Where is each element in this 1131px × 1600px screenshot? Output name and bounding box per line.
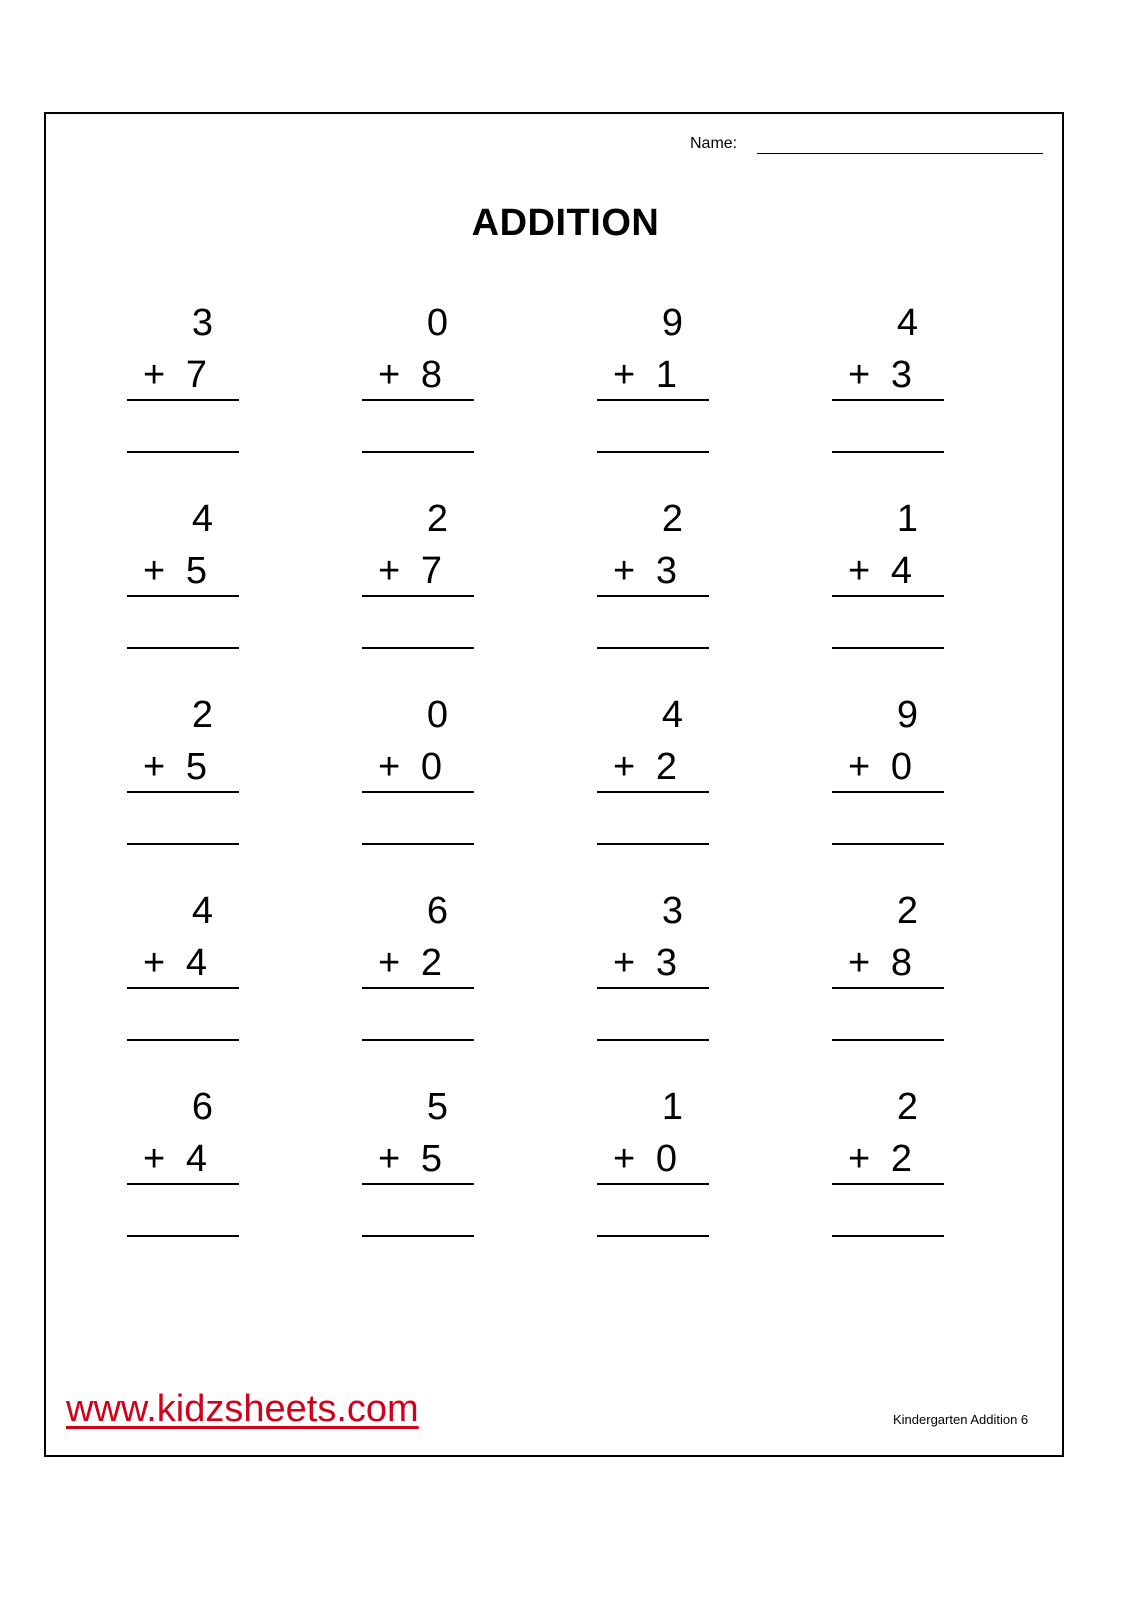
addition-problem xyxy=(597,1084,709,1244)
plus-sign: + xyxy=(613,1138,636,1180)
second-addend: 8 xyxy=(420,354,442,396)
addition-problem xyxy=(832,1084,944,1244)
first-addend: 3 xyxy=(191,302,213,344)
sum-rule xyxy=(597,791,709,793)
answer-line[interactable] xyxy=(597,1039,709,1041)
sum-rule xyxy=(362,595,474,597)
addition-problem xyxy=(597,496,709,656)
sum-rule xyxy=(362,791,474,793)
first-addend: 6 xyxy=(426,890,448,932)
page-title: ADDITION xyxy=(471,202,660,244)
first-addend: 0 xyxy=(426,694,448,736)
first-addend: 2 xyxy=(191,694,213,736)
second-addend: 8 xyxy=(890,942,912,984)
addition-problem xyxy=(362,888,474,1048)
answer-line[interactable] xyxy=(362,647,474,649)
second-addend: 0 xyxy=(655,1138,677,1180)
website-link[interactable]: www.kidzsheets.com xyxy=(66,1388,419,1430)
sum-rule xyxy=(597,595,709,597)
plus-sign: + xyxy=(378,550,401,592)
addition-problem xyxy=(127,888,239,1048)
plus-sign: + xyxy=(378,1138,401,1180)
plus-sign: + xyxy=(613,942,636,984)
sum-rule xyxy=(362,1183,474,1185)
sheet-label: Kindergarten Addition 6 xyxy=(893,1412,1029,1427)
second-addend: 2 xyxy=(420,942,442,984)
first-addend: 1 xyxy=(896,498,918,540)
plus-sign: + xyxy=(378,354,401,396)
first-addend: 2 xyxy=(661,498,683,540)
sum-rule xyxy=(362,987,474,989)
plus-sign: + xyxy=(848,1138,871,1180)
answer-line[interactable] xyxy=(362,1039,474,1041)
first-addend: 4 xyxy=(896,302,918,344)
plus-sign: + xyxy=(143,942,166,984)
sum-rule xyxy=(127,791,239,793)
plus-sign: + xyxy=(848,354,871,396)
sum-rule xyxy=(832,595,944,597)
first-addend: 5 xyxy=(426,1086,448,1128)
addition-problem xyxy=(597,888,709,1048)
first-addend: 2 xyxy=(896,1086,918,1128)
sum-rule xyxy=(597,1183,709,1185)
addition-problem xyxy=(832,496,944,656)
first-addend: 9 xyxy=(896,694,918,736)
plus-sign: + xyxy=(613,746,636,788)
second-addend: 2 xyxy=(655,746,677,788)
sum-rule xyxy=(597,399,709,401)
plus-sign: + xyxy=(378,942,401,984)
second-addend: 5 xyxy=(185,550,207,592)
answer-line[interactable] xyxy=(597,647,709,649)
second-addend: 5 xyxy=(185,746,207,788)
answer-line[interactable] xyxy=(127,1235,239,1237)
first-addend: 4 xyxy=(191,498,213,540)
answer-line[interactable] xyxy=(832,1039,944,1041)
sum-rule xyxy=(127,595,239,597)
second-addend: 3 xyxy=(890,354,912,396)
first-addend: 4 xyxy=(661,694,683,736)
addition-problem xyxy=(597,300,709,460)
addition-problem xyxy=(832,888,944,1048)
second-addend: 7 xyxy=(185,354,207,396)
second-addend: 4 xyxy=(185,1138,207,1180)
plus-sign: + xyxy=(848,550,871,592)
second-addend: 5 xyxy=(420,1138,442,1180)
sum-rule xyxy=(832,1183,944,1185)
addition-problem xyxy=(362,692,474,852)
first-addend: 6 xyxy=(191,1086,213,1128)
addition-problem xyxy=(127,692,239,852)
second-addend: 4 xyxy=(185,942,207,984)
answer-line[interactable] xyxy=(597,451,709,453)
first-addend: 9 xyxy=(661,302,683,344)
answer-line[interactable] xyxy=(597,843,709,845)
second-addend: 0 xyxy=(420,746,442,788)
answer-line[interactable] xyxy=(597,1235,709,1237)
plus-sign: + xyxy=(613,550,636,592)
second-addend: 1 xyxy=(655,354,677,396)
addition-problem xyxy=(597,692,709,852)
plus-sign: + xyxy=(848,942,871,984)
addition-problem xyxy=(362,1084,474,1244)
answer-line[interactable] xyxy=(362,1235,474,1237)
sum-rule xyxy=(127,987,239,989)
name-input-line[interactable] xyxy=(757,153,1043,154)
answer-line[interactable] xyxy=(127,843,239,845)
second-addend: 0 xyxy=(890,746,912,788)
addition-problem xyxy=(127,1084,239,1244)
plus-sign: + xyxy=(143,354,166,396)
answer-line[interactable] xyxy=(362,843,474,845)
sum-rule xyxy=(832,987,944,989)
sum-rule xyxy=(127,399,239,401)
addition-problem xyxy=(362,300,474,460)
addition-problem xyxy=(832,692,944,852)
plus-sign: + xyxy=(143,1138,166,1180)
plus-sign: + xyxy=(613,354,636,396)
sum-rule xyxy=(832,791,944,793)
first-addend: 2 xyxy=(426,498,448,540)
plus-sign: + xyxy=(143,550,166,592)
first-addend: 3 xyxy=(661,890,683,932)
answer-line[interactable] xyxy=(127,1039,239,1041)
first-addend: 4 xyxy=(191,890,213,932)
plus-sign: + xyxy=(848,746,871,788)
answer-line[interactable] xyxy=(127,451,239,453)
first-addend: 1 xyxy=(661,1086,683,1128)
second-addend: 3 xyxy=(655,942,677,984)
answer-line[interactable] xyxy=(362,451,474,453)
second-addend: 4 xyxy=(890,550,912,592)
second-addend: 7 xyxy=(420,550,442,592)
name-label: Name: xyxy=(690,135,738,152)
sum-rule xyxy=(127,1183,239,1185)
sum-rule xyxy=(832,399,944,401)
sum-rule xyxy=(362,399,474,401)
addition-problem xyxy=(832,300,944,460)
addition-problem xyxy=(127,300,239,460)
addition-problem xyxy=(362,496,474,656)
answer-line[interactable] xyxy=(832,1235,944,1237)
first-addend: 2 xyxy=(896,890,918,932)
sum-rule xyxy=(597,987,709,989)
answer-line[interactable] xyxy=(832,647,944,649)
answer-line[interactable] xyxy=(832,451,944,453)
plus-sign: + xyxy=(143,746,166,788)
answer-line[interactable] xyxy=(127,647,239,649)
second-addend: 3 xyxy=(655,550,677,592)
answer-line[interactable] xyxy=(832,843,944,845)
addition-problem xyxy=(127,496,239,656)
second-addend: 2 xyxy=(890,1138,912,1180)
plus-sign: + xyxy=(378,746,401,788)
first-addend: 0 xyxy=(426,302,448,344)
